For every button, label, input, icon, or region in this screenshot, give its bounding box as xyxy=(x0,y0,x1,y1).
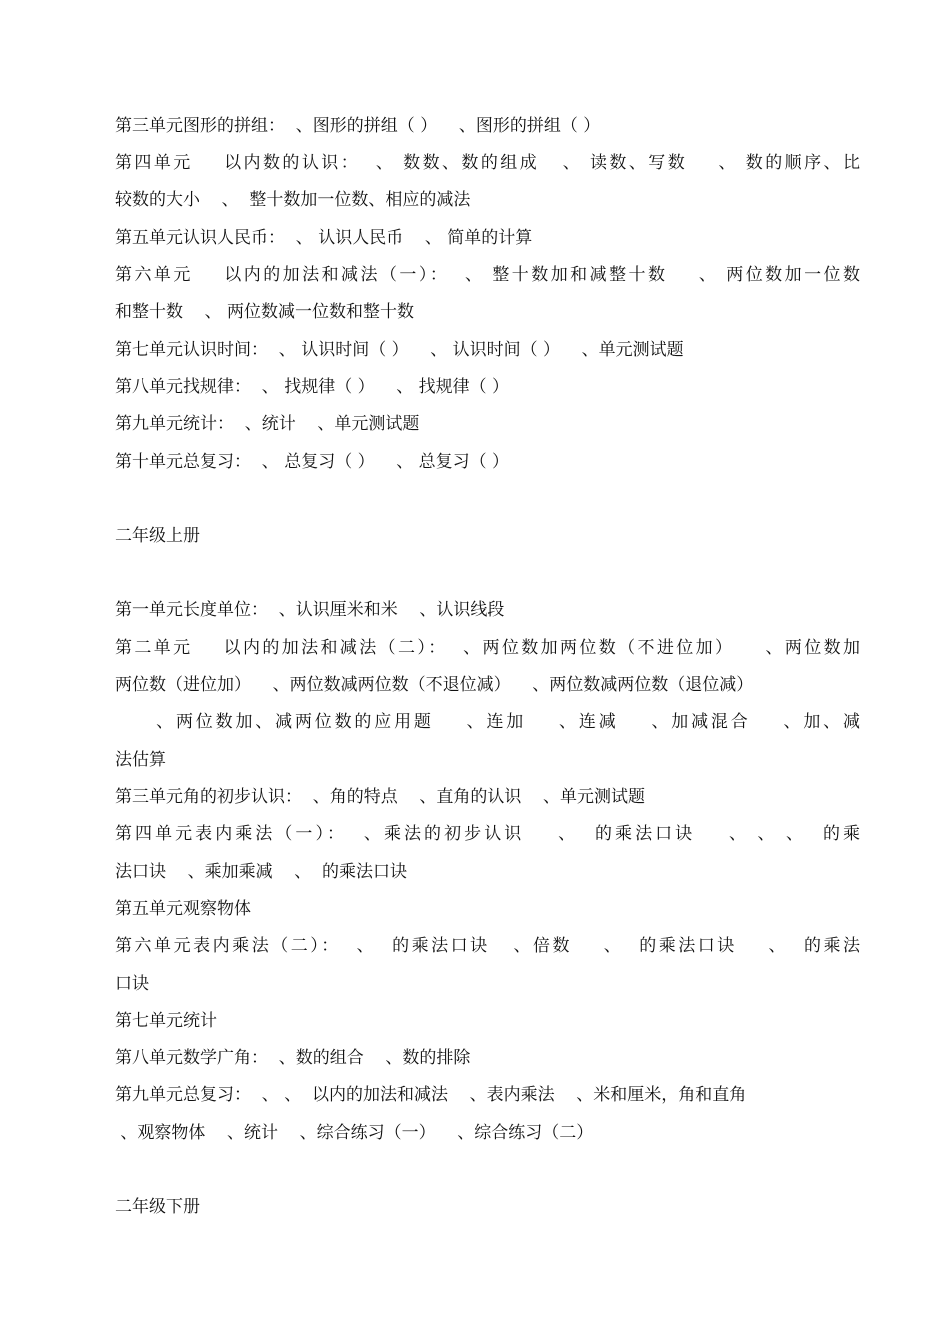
text-line: 两位数（进位加） 、两位数减两位数（不退位减） 、两位数减两位数（退位减） xyxy=(115,675,754,695)
text-line: 法口诀 、乘加乘减 、 的乘法口诀 xyxy=(115,862,408,882)
text-line: 第三单元角的初步认识： 、角的特点 、直角的认识 、单元测试题 xyxy=(115,787,646,807)
text-line: 第五单元观察物体 xyxy=(115,899,251,919)
text-line: 、两位数加、减两位数的应用题 、连加 、连减 、加减混合 、加、减 xyxy=(115,712,860,732)
text-line: 法估算 xyxy=(115,750,166,770)
text-line: 第六单元表内乘法（二）： 、 的乘法口诀 、倍数 、 的乘法口诀 、 的乘法 xyxy=(115,936,860,956)
text-line: 第七单元认识时间： 、 认识时间（ ） 、 认识时间（ ） 、单元测试题 xyxy=(115,340,684,360)
text-line: 第九单元总复习： 、 、 以内的加法和减法 、表内乘法 、米和厘米，角和直角 xyxy=(115,1085,747,1105)
text-line: 口诀 xyxy=(115,974,149,994)
text-line: 第八单元找规律： 、 找规律（ ） 、 找规律（ ） xyxy=(115,377,510,397)
text-line: 第四单元表内乘法（一）： 、乘法的初步认识 、 的乘法口诀 、 、 、 的乘 xyxy=(115,824,860,844)
text-line: 第九单元统计： 、统计 、单元测试题 xyxy=(115,414,420,434)
text-line: 第五单元认识人民币： 、 认识人民币 、 简单的计算 xyxy=(115,228,533,248)
text-line: 第二单元 以内的加法和减法（二）： 、两位数加两位数（不进位加） 、两位数加 xyxy=(115,638,860,658)
text-line: 第一单元长度单位： 、认识厘米和米 、认识线段 xyxy=(115,600,505,620)
grade-heading: 二年级上册 xyxy=(115,526,200,546)
text-line: 第三单元图形的拼组： 、图形的拼组（ ） 、图形的拼组（ ） xyxy=(115,116,601,136)
text-line: 较数的大小 、 整十数加一位数、相应的减法 xyxy=(115,190,471,210)
text-line: 第十单元总复习： 、 总复习（ ） 、 总复习（ ） xyxy=(115,452,510,472)
grade-heading: 二年级下册 xyxy=(115,1197,200,1217)
text-line: 和整十数 、 两位数减一位数和整十数 xyxy=(115,302,415,322)
text-line: 第八单元数学广角： 、数的组合 、数的排除 xyxy=(115,1048,471,1068)
text-line: 第四单元 以内数的认识： 、 数数、数的组成 、 读数、写数 、 数的顺序、比 xyxy=(115,153,860,173)
text-line: 第六单元 以内的加法和减法（一）： 、 整十数加和减整十数 、 两位数加一位数 xyxy=(115,265,860,285)
text-line: 第七单元统计 xyxy=(115,1011,217,1031)
text-line: 、观察物体 、统计 、综合练习（一） 、综合练习（二） xyxy=(115,1123,594,1143)
